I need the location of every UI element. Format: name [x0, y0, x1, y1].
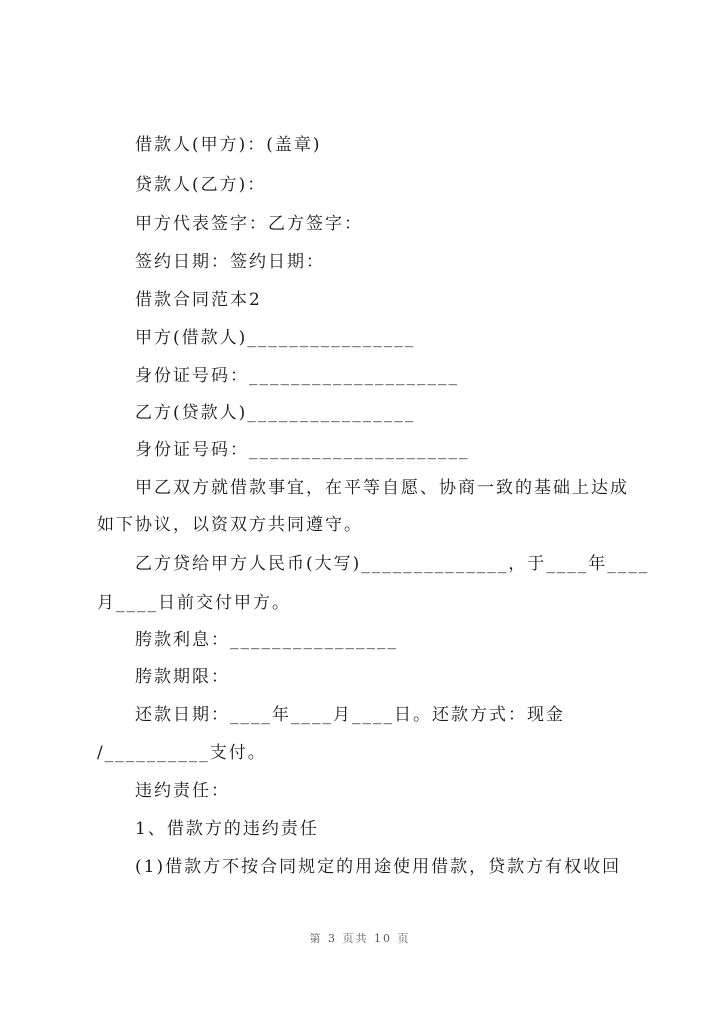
loan-amount-line-2: 月____日前交付甲方。 [97, 593, 291, 613]
agreement-paragraph-line-1: 甲乙双方就借款事宜，在平等自愿、协商一致的基础上达成 [135, 478, 629, 498]
party-b-id-line: 身份证号码：_____________________ [135, 440, 470, 460]
lender-line: 贷款人(乙方)： [135, 175, 267, 195]
borrower-line: 借款人(甲方)：(盖章) [135, 135, 322, 155]
section-title: 借款合同范本2 [135, 290, 262, 310]
repayment-line-1: 还款日期：____年____月____日。还款方式：现金 [135, 705, 565, 725]
repayment-line-2: /__________支付。 [97, 743, 267, 763]
clause-1-line: (1)借款方不按合同规定的用途使用借款，贷款方有权收回 [135, 857, 622, 877]
liability-heading: 违约责任： [135, 781, 230, 801]
party-b-line: 乙方(贷款人)________________ [135, 403, 416, 423]
party-a-line: 甲方(借款人)________________ [135, 328, 416, 348]
party-a-id-line: 身份证号码：____________________ [135, 366, 459, 386]
signature-line: 甲方代表签字：乙方签字： [135, 214, 363, 234]
borrower-liability-heading: 1、借款方的违约责任 [135, 819, 319, 839]
loan-amount-line-1: 乙方贷给甲方人民币(大写)______________，于____年____ [135, 554, 650, 574]
loan-term-line: 胯款期限： [135, 667, 230, 687]
agreement-paragraph-line-2: 如下协议，以资双方共同遵守。 [97, 515, 363, 535]
interest-line: 胯款利息：________________ [135, 630, 398, 650]
signing-date-line: 签约日期：签约日期： [135, 252, 325, 272]
page-footer: 第 3 页共 10 页 [309, 932, 411, 945]
